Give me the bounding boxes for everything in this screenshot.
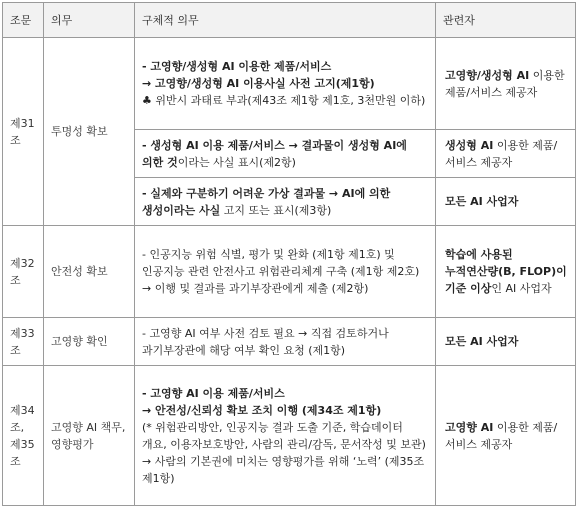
table-row <box>3 366 576 506</box>
detail-cell <box>135 366 436 506</box>
article-cell: 제32조 <box>3 226 44 318</box>
article-cell: 제33조 <box>3 318 44 366</box>
party-cell <box>436 178 576 226</box>
table-row <box>3 226 576 318</box>
party-cell <box>436 130 576 178</box>
detail-cell <box>135 318 436 366</box>
party-cell <box>436 366 576 506</box>
detail-line: - 고영향 AI 이용 제품/서비스 <box>142 386 285 400</box>
detail-line: - 고영향/생성형 AI 이용한 제품/서비스 <box>142 60 332 73</box>
detail-bold: - 실제와 구분하기 어려운 가상 결과물 → AI에 의한 생성이라는 사실 <box>142 186 391 217</box>
party-bold: 학습에 사용된 누적연산량(B, FLOP)이 기준 이상 <box>445 248 567 295</box>
detail-line: → 고영향/생성형 AI 이용사실 사전 고지(제1항) <box>142 77 375 90</box>
duty-cell: 투명성 확보 <box>44 38 135 226</box>
obligations-table-wrapper <box>2 2 576 506</box>
detail-line: → 사람의 기본권에 미치는 영향평가를 위해 ‘노력’ (제35조 제1항) <box>142 454 425 485</box>
table-row <box>3 38 576 130</box>
party-cell <box>436 226 576 318</box>
duty-cell: 고영향 AI 책무, 영향평가 <box>44 366 135 506</box>
article-cell: 제34조, 제35조 <box>3 366 44 506</box>
party-bold: 고영향/생성형 AI <box>445 68 530 82</box>
duty-cell: 안전성 확보 <box>44 226 135 318</box>
party-plain: 이용한 제품/서비스 제공자 <box>445 138 558 169</box>
obligations-table <box>2 2 576 506</box>
duty-cell: 고영향 확인 <box>44 318 135 366</box>
detail-cell <box>135 226 436 318</box>
detail-plain: 이라는 사실 표시(제2항) <box>177 155 296 169</box>
party-cell <box>436 318 576 366</box>
detail-line: - 고영향 AI 여부 사전 검토 필요 → 직접 검토하거나 과기부장관에 해당 여부 확인 요청 (제1항) <box>142 326 389 357</box>
detail-cell <box>135 130 436 178</box>
detail-line: (* 위험관리방안, 인공지능 결과 도출 기준, 학습데이터 개요, 이용자보호방안, 사람의 관리/감독, 문서작성 및 보관) <box>142 420 426 451</box>
party-bold: 생성형 AI <box>445 138 494 152</box>
detail-bold: - 생성형 AI 이용 제품/서비스 → 결과물이 생성형 AI에 의한 것 <box>142 138 407 169</box>
party-plain: 이용한 제품/서비스 제공자 <box>445 68 565 99</box>
party-plain: 인 AI 사업자 <box>491 282 552 295</box>
detail-line: ♣ 위반시 과태료 부과(제43조 제1항 제1호, 3천만원 이하) <box>142 94 426 107</box>
table-header-row <box>3 3 576 38</box>
header-party: 관련자 <box>436 3 576 38</box>
party-bold: 모든 AI 사업자 <box>445 335 519 348</box>
detail-cell <box>135 38 436 130</box>
header-duty: 의무 <box>44 3 135 38</box>
detail-line: → 이행 및 결과를 과기부장관에게 제출 (제2항) <box>142 282 369 295</box>
table-row <box>3 318 576 366</box>
party-bold: 고영향 AI <box>445 420 494 434</box>
party-cell <box>436 38 576 130</box>
detail-plain: 고지 또는 표시(제3항) <box>220 203 332 217</box>
party-plain: 이용한 제품/서비스 제공자 <box>445 420 558 451</box>
header-detail: 구체적 의무 <box>135 3 436 38</box>
header-article: 조문 <box>3 3 44 38</box>
detail-line: - 인공지능 위험 식별, 평가 및 완화 (제1항 제1호) 및 인공지능 관련 안전사고 위험관리체계 구축 (제1항 제2호) <box>142 248 420 278</box>
detail-line: → 안전성/신뢰성 확보 조치 이행 (제34조 제1항) <box>142 403 382 417</box>
party-bold: 모든 AI 사업자 <box>445 195 519 208</box>
article-cell: 제31조 <box>3 38 44 226</box>
detail-cell <box>135 178 436 226</box>
